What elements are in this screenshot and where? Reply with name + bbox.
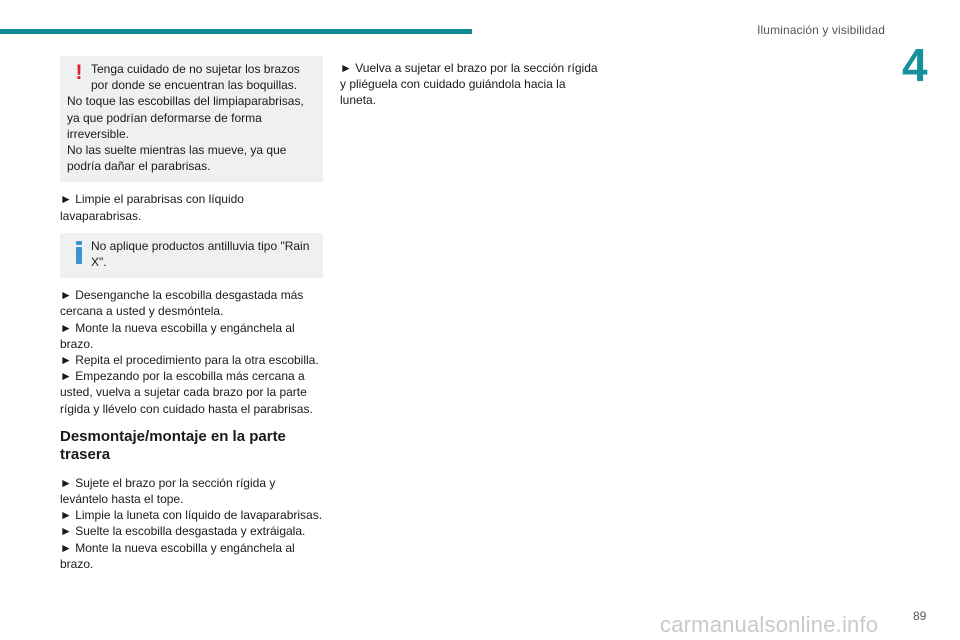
rear-section-heading: Desmontaje/montaje en la parte trasera: [60, 427, 286, 463]
warning-line-3: No las suelte mientras las mueve, ya que podría dañar el parabrisas.: [67, 143, 287, 174]
info-note-text: No aplique productos antilluvia tipo "Rain X".: [91, 238, 310, 270]
rear-step: ► Limpie la luneta con líquido de lavaparabrisas.: [60, 508, 323, 523]
rear-step: ► Monte la nueva escobilla y engánchela al brazo.: [60, 540, 295, 571]
left-column: [60, 56, 323, 572]
page-number: 89: [913, 609, 927, 623]
step-clean-windscreen: ► Limpie el parabrisas con líquido lavaparabrisas.: [60, 192, 244, 223]
warning-note: [60, 56, 323, 182]
front-step: ► Repita el procedimiento para la otra escobilla.: [60, 353, 319, 368]
warning-glyph: !: [75, 61, 83, 84]
info-icon: [67, 238, 91, 264]
rear-step: ► Sujete el brazo por la sección rígida y levántelo hasta el tope.: [60, 475, 276, 507]
rear-step: ► Suelte la escobilla desgastada y extráigala.: [60, 524, 306, 539]
right-step: ► Vuelva a sujetar el brazo por la sección rígida y pliéguela con cuidado guiándola hacia la luneta.: [340, 61, 598, 108]
front-step: ► Empezando por la escobilla más cercana a usted, vuelva a sujetar cada brazo por la parte rígida y llévelo con cuidado hasta el parabrisas.: [60, 369, 313, 416]
warning-line-2: No toque las escobillas del limpiaparabrisas, ya que podrían deformarse de forma irreversible.: [67, 94, 304, 141]
right-column: [340, 60, 602, 109]
front-step: ► Monte la nueva escobilla y engánchela al brazo.: [60, 320, 295, 351]
warning-exclamation-icon: [67, 61, 91, 84]
header-accent-bar: [0, 29, 472, 34]
warning-line-1: Tenga cuidado de no sujetar los brazos por donde se encuentran las boquillas.: [91, 62, 300, 93]
info-note: [60, 233, 323, 278]
front-step: ► Desenganche la escobilla desgastada más cercana a usted y desmóntela.: [60, 288, 304, 319]
section-title: Iluminación y visibilidad: [757, 23, 885, 37]
chapter-number: 4: [902, 39, 928, 91]
watermark: carmanualsonline.info: [660, 612, 879, 637]
